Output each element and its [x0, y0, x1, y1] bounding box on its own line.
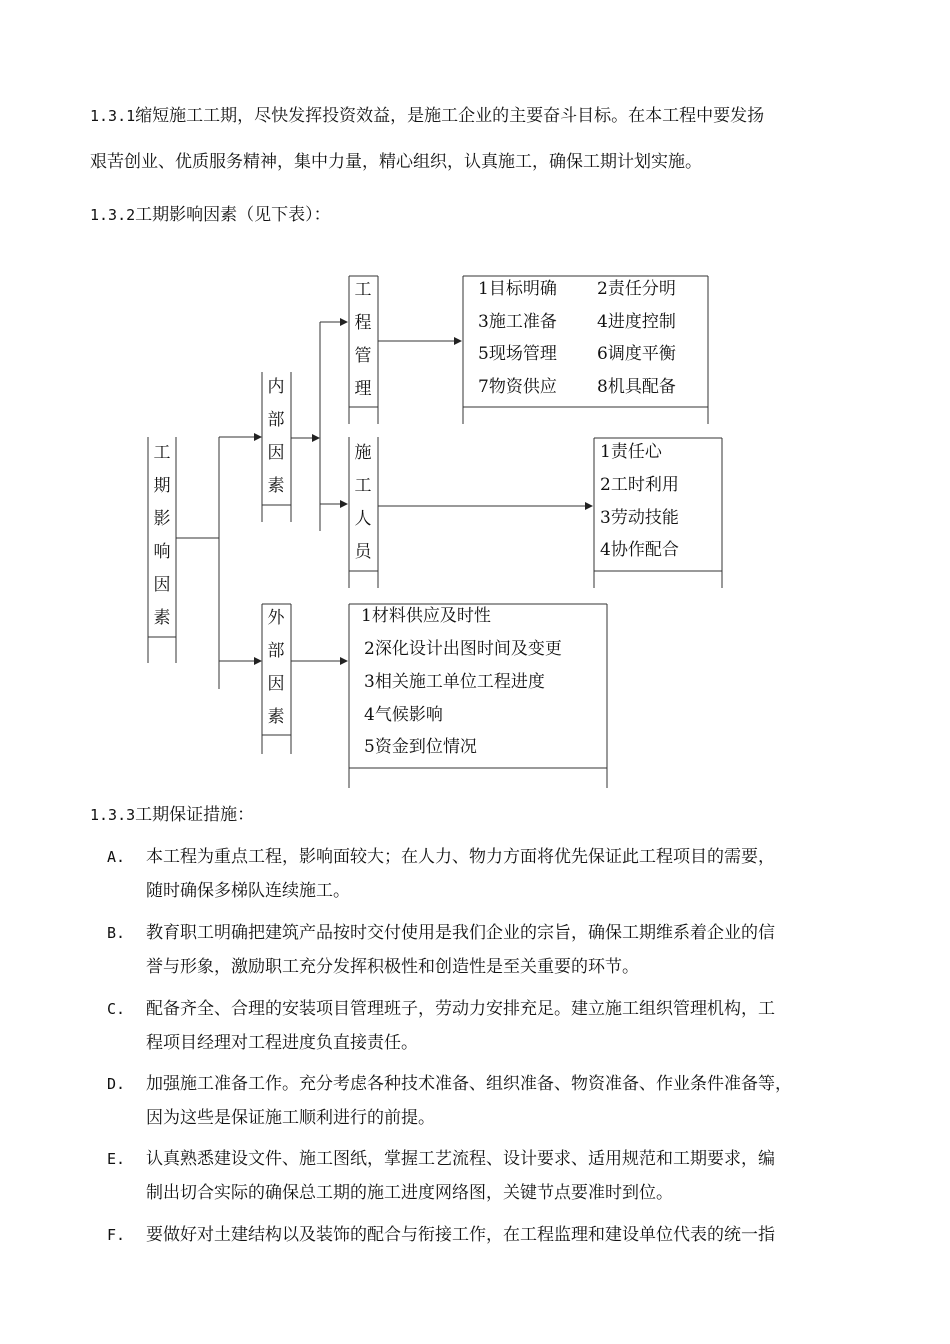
root-char: 素: [153, 608, 171, 628]
section-number: 1.3.2: [90, 206, 136, 224]
measure-line: 本工程为重点工程，影响面较大；在人力、物力方面将优先保证此工程项目的需要，: [146, 847, 775, 867]
measure-line: 加强施工准备工作。充分考虑各种技术准备、组织准备、物资准备、作业条件准备等，: [146, 1074, 792, 1094]
workers-char: 员: [354, 542, 372, 562]
worker-item: 4协作配合: [600, 540, 679, 560]
eng-item: 1目标明确: [478, 279, 557, 299]
list-letter: C.: [107, 1000, 126, 1018]
list-letter: F.: [107, 1226, 126, 1244]
eng-item: 2责任分明: [597, 279, 676, 299]
root-char: 因: [153, 575, 171, 595]
section-number: 1.3.3: [90, 806, 136, 824]
measure-line: 教育职工明确把建筑产品按时交付使用是我们企业的宗旨，确保工期维系着企业的信: [146, 923, 775, 943]
engineering-char: 理: [354, 379, 372, 399]
root-char: 响: [153, 542, 171, 562]
external-item: 2深化设计出图时间及变更: [364, 639, 562, 659]
external-item: 3相关施工单位工程进度: [364, 672, 545, 692]
eng-item: 4进度控制: [597, 312, 676, 332]
internal-char: 素: [267, 476, 285, 496]
measure-line: 誉与形象，激励职工充分发挥积极性和创造性是至关重要的环节。: [146, 957, 639, 977]
para-text: 工期保证措施：: [135, 805, 255, 825]
internal-char: 部: [267, 410, 285, 430]
eng-item: 6调度平衡: [597, 344, 676, 364]
root-char: 工: [153, 443, 171, 463]
external-char: 素: [267, 707, 285, 727]
worker-item: 2工时利用: [600, 475, 679, 495]
list-letter: A.: [107, 848, 126, 866]
root-char: 影: [153, 509, 171, 529]
engineering-char: 工: [354, 280, 372, 300]
measure-line: 配备齐全、合理的安装项目管理班子，劳动力安排充足。建立施工组织管理机构，工: [146, 999, 775, 1019]
external-item: 5资金到位情况: [364, 737, 477, 757]
worker-item: 3劳动技能: [600, 508, 679, 528]
section-number: 1.3.1: [90, 107, 136, 125]
external-item: 4气候影响: [364, 705, 443, 725]
measure-line: 程项目经理对工程进度负直接责任。: [146, 1033, 418, 1053]
measure-line: 制出切合实际的确保总工期的施工进度网络图，关键节点要准时到位。: [146, 1183, 673, 1203]
worker-item: 1责任心: [600, 442, 662, 462]
external-char: 部: [267, 641, 285, 661]
measure-line: 因为这些是保证施工顺利进行的前提。: [146, 1108, 435, 1128]
external-char: 外: [267, 608, 285, 628]
engineering-char: 管: [354, 346, 372, 366]
list-letter: B.: [107, 924, 126, 942]
eng-item: 5现场管理: [478, 344, 557, 364]
external-item: 1材料供应及时性: [361, 606, 491, 626]
para-1-3-3: [90, 805, 254, 825]
measure-line: 随时确保多梯队连续施工。: [146, 881, 350, 901]
internal-char: 因: [267, 443, 285, 463]
engineering-char: 程: [354, 313, 372, 333]
list-letter: E.: [107, 1150, 126, 1168]
external-char: 因: [267, 674, 285, 694]
list-letter: D.: [107, 1075, 126, 1093]
eng-item: 3施工准备: [478, 312, 557, 332]
para-text: 缩短施工工期，尽快发挥投资效益，是施工企业的主要奋斗目标。在本工程中要发扬: [135, 106, 765, 126]
internal-char: 内: [267, 377, 285, 397]
eng-item: 8机具配备: [597, 377, 676, 397]
measure-line: 认真熟悉建设文件、施工图纸，掌握工艺流程、设计要求、适用规范和工期要求，编: [146, 1149, 775, 1169]
workers-char: 人: [354, 509, 372, 529]
para-text: 工期影响因素（见下表）：: [135, 205, 331, 225]
eng-item: 7物资供应: [478, 377, 557, 397]
root-char: 期: [153, 476, 171, 496]
para-1-3-1-line2: 艰苦创业、优质服务精神，集中力量，精心组织，认真施工，确保工期计划实施。: [90, 152, 702, 172]
measure-line: 要做好对土建结构以及装饰的配合与衔接工作，在工程监理和建设单位代表的统一指: [146, 1225, 775, 1245]
workers-char: 工: [354, 476, 372, 496]
workers-char: 施: [354, 443, 372, 463]
